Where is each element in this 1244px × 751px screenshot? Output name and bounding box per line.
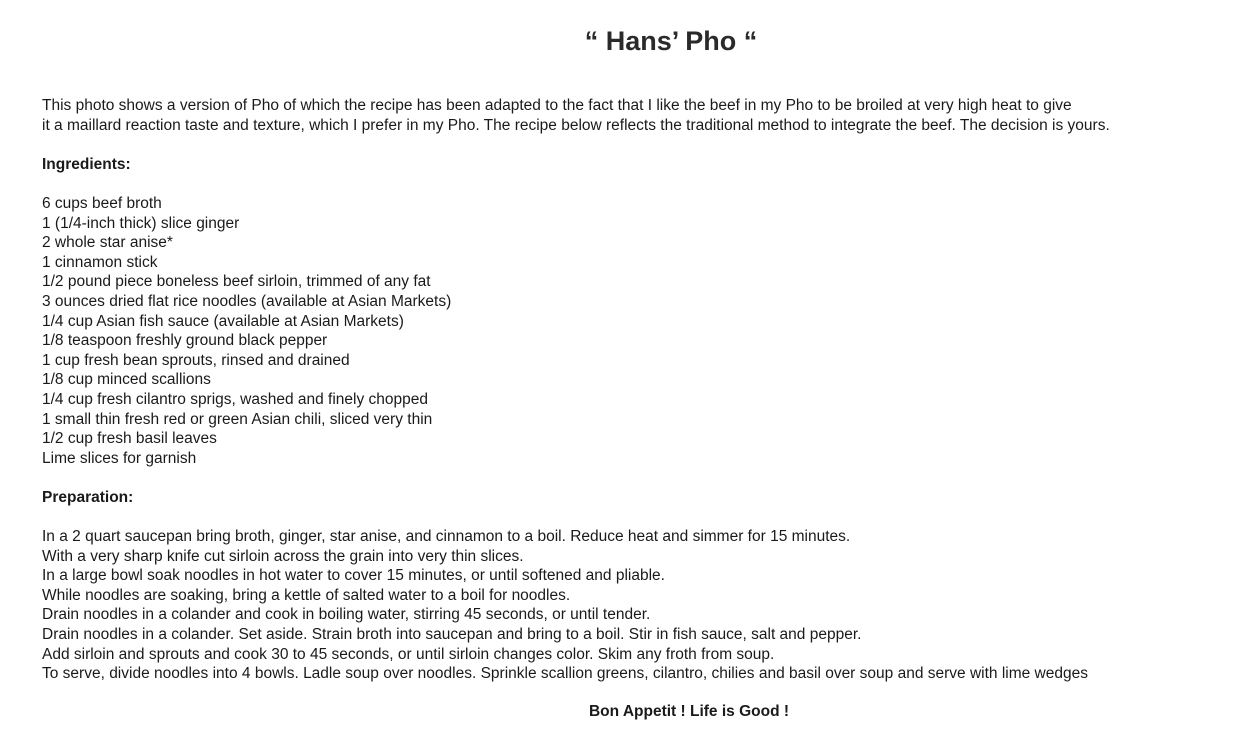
preparation-step: In a 2 quart saucepan bring broth, ginger, star anise, and cinnamon to a boil. Reduce heat and simmer for 15 minutes. xyxy=(42,528,851,546)
ingredient-item: 1/2 cup fresh basil leaves xyxy=(42,430,217,448)
ingredient-item: 3 ounces dried flat rice noodles (available at Asian Markets) xyxy=(42,292,452,310)
spacer xyxy=(42,507,1232,527)
preparation-step: With a very sharp knife cut sirloin across the grain into very thin slices. xyxy=(42,547,524,565)
ingredient-item: 1 cinnamon stick xyxy=(42,253,158,271)
preparation-heading: Preparation: xyxy=(42,488,134,506)
preparation-step: In a large bowl soak noodles in hot water to cover 15 minutes, or until softened and pliable. xyxy=(42,567,665,585)
recipe-body xyxy=(42,96,1232,684)
preparation-step: To serve, divide noodles into 4 bowls. Ladle soup over noodles. Sprinkle scallion greens, cilantro, chilies and basil over soup and serve with lime wedges xyxy=(42,665,1088,683)
ingredient-item: 1 cup fresh bean sprouts, rinsed and drained xyxy=(42,351,350,369)
ingredient-item: 1 (1/4-inch thick) slice ginger xyxy=(42,214,240,232)
preparation-step: Add sirloin and sprouts and cook 30 to 45 seconds, or until sirloin changes color. Skim any froth from soup. xyxy=(42,645,775,663)
spacer xyxy=(42,174,1232,194)
ingredients-list xyxy=(42,194,1232,468)
intro-line-1: This photo shows a version of Pho of which the recipe has been adapted to the fact that I like the beef in my Pho to be broiled at very high heat to give xyxy=(42,97,1072,114)
preparation-step: Drain noodles in a colander. Set aside. Strain broth into saucepan and bring to a boil. Stir in fish sauce, salt and pepper. xyxy=(42,626,862,644)
preparation-steps xyxy=(42,527,1232,684)
preparation-step: While noodles are soaking, bring a kettle of salted water to a boil for noodles. xyxy=(42,586,571,604)
spacer xyxy=(42,468,1232,488)
ingredients-heading: Ingredients: xyxy=(42,155,131,173)
spacer xyxy=(42,135,1232,155)
ingredient-item: Lime slices for garnish xyxy=(42,449,197,467)
ingredient-item: 1/8 cup minced scallions xyxy=(42,371,211,389)
ingredient-item: 1 small thin fresh red or green Asian chili, sliced very thin xyxy=(42,410,433,428)
ingredient-item: 1/4 cup fresh cilantro sprigs, washed and finely chopped xyxy=(42,390,429,408)
ingredient-item: 1/4 cup Asian fish sauce (available at Asian Markets) xyxy=(42,312,404,330)
ingredient-item: 1/8 teaspoon freshly ground black pepper xyxy=(42,332,328,350)
intro-line-2: it a maillard reaction taste and texture, which I prefer in my Pho. The recipe below reflects the traditional method to integrate the beef. The decision is yours. xyxy=(42,116,1110,134)
ingredient-item: 2 whole star anise* xyxy=(42,234,173,252)
ingredient-item: 1/2 pound piece boneless beef sirloin, trimmed of any fat xyxy=(42,273,431,291)
page-title: “ Hans’ Pho “ xyxy=(584,26,758,56)
ingredient-item: 6 cups beef broth xyxy=(42,194,162,212)
closing-line: Bon Appetit ! Life is Good ! xyxy=(588,703,790,720)
preparation-step: Drain noodles in a colander and cook in boiling water, stirring 45 seconds, or until tender. xyxy=(42,606,651,624)
